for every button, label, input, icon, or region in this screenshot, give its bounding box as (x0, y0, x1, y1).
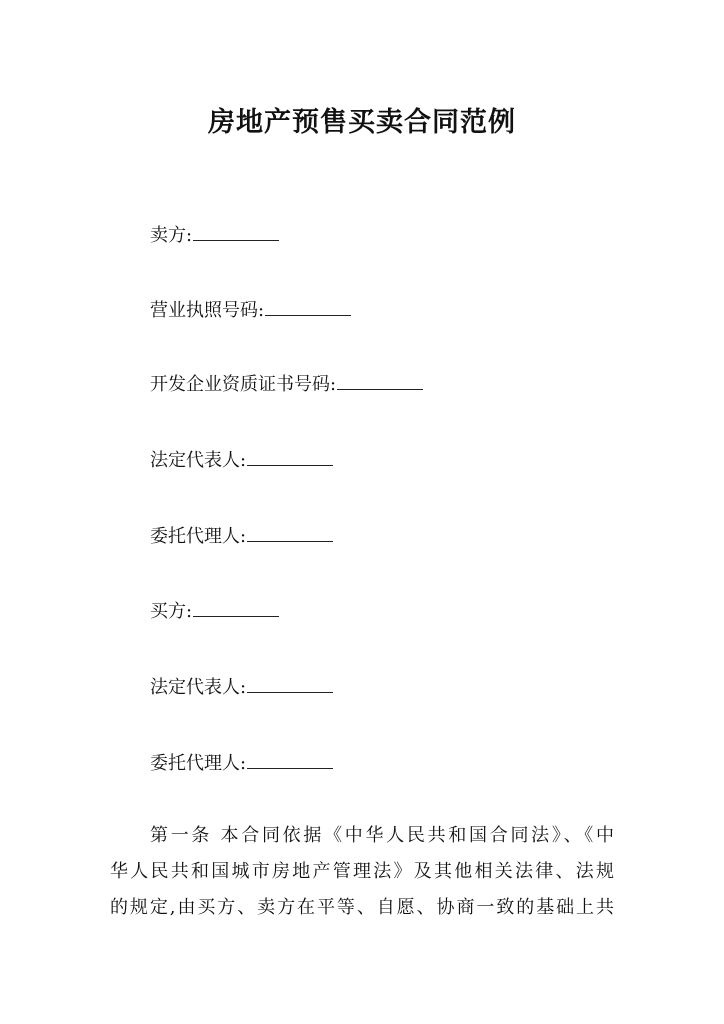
article-1-line: 华人民共和国城市房地产管理法》及其他相关法律、法规 (110, 861, 614, 882)
buyer-label: 买方: (150, 601, 193, 622)
buyer-field (150, 598, 279, 624)
business-license-field (150, 297, 351, 323)
seller-legal-rep-label: 法定代表人: (150, 450, 247, 471)
document-title: 房地产预售买卖合同范例 (208, 107, 516, 138)
seller-field (150, 222, 279, 248)
business-license-label: 营业执照号码: (150, 300, 265, 321)
article-1-line: 的规定,由买方、卖方在平等、自愿、协商一致的基础上共 (110, 897, 614, 918)
seller-blank (193, 222, 279, 241)
seller-legal-rep-blank (247, 447, 333, 466)
qualification-cert-blank (337, 371, 423, 390)
seller-agent-field (150, 523, 333, 549)
seller-agent-blank (247, 523, 333, 542)
seller-legal-rep-field (150, 447, 333, 473)
seller-label: 卖方: (150, 225, 193, 246)
article-1-line: 第一条 本合同依据《中华人民共和国合同法》、《中 (150, 825, 614, 846)
business-license-blank (265, 297, 351, 316)
buyer-legal-rep-field (150, 674, 333, 700)
qualification-cert-label: 开发企业资质证书号码: (150, 374, 337, 395)
buyer-legal-rep-label: 法定代表人: (150, 677, 247, 698)
seller-agent-label: 委托代理人: (150, 526, 247, 547)
buyer-blank (193, 598, 279, 617)
buyer-agent-blank (247, 750, 333, 769)
buyer-legal-rep-blank (247, 674, 333, 693)
qualification-cert-field (150, 371, 423, 397)
article-1-paragraph (110, 818, 614, 926)
buyer-agent-field (150, 750, 333, 776)
buyer-agent-label: 委托代理人: (150, 753, 247, 774)
